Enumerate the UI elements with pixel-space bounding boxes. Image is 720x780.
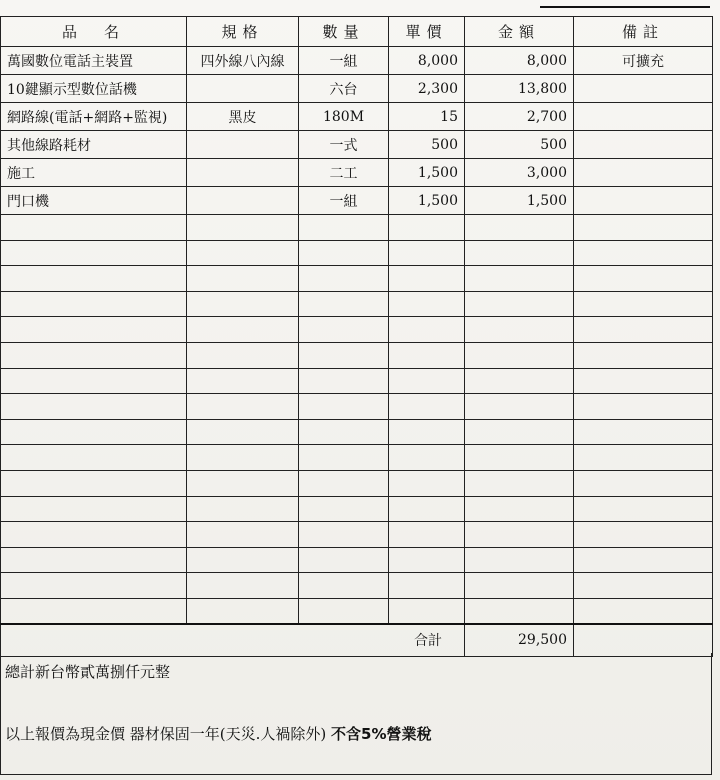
header-row bbox=[1, 17, 713, 47]
blank-spec bbox=[187, 368, 299, 394]
blank-name bbox=[1, 317, 187, 343]
table-row bbox=[1, 187, 713, 215]
terms-text: 以上報價為現金價 器材保固一年(天災.人禍除外) bbox=[5, 725, 332, 743]
total-row bbox=[1, 624, 713, 656]
item-price: 15 bbox=[389, 103, 465, 131]
item-note bbox=[574, 159, 713, 187]
blank-note bbox=[574, 522, 713, 548]
empty-row bbox=[1, 342, 713, 368]
blank-amount bbox=[465, 419, 574, 445]
blank-amount bbox=[465, 215, 574, 241]
item-price: 2,300 bbox=[389, 75, 465, 103]
item-spec bbox=[187, 159, 299, 187]
item-price: 1,500 bbox=[389, 187, 465, 215]
item-price: 1,500 bbox=[389, 159, 465, 187]
empty-row bbox=[1, 394, 713, 420]
top-rule bbox=[540, 0, 710, 8]
blank-qty bbox=[299, 547, 389, 573]
blank-note bbox=[574, 573, 713, 599]
item-note bbox=[574, 187, 713, 215]
blank-amount bbox=[465, 598, 574, 624]
item-qty: 二工 bbox=[299, 159, 389, 187]
header-qty: 數量 bbox=[299, 17, 389, 47]
item-amount: 3,000 bbox=[465, 159, 574, 187]
blank-qty bbox=[299, 445, 389, 471]
empty-row bbox=[1, 598, 713, 624]
table-row bbox=[1, 159, 713, 187]
blank-note bbox=[574, 547, 713, 573]
item-amount: 13,800 bbox=[465, 75, 574, 103]
blank-amount bbox=[465, 470, 574, 496]
total-amount: 29,500 bbox=[465, 624, 574, 656]
item-spec: 黑皮 bbox=[187, 103, 299, 131]
blank-amount bbox=[465, 317, 574, 343]
blank-spec bbox=[187, 573, 299, 599]
item-note bbox=[574, 103, 713, 131]
blank-price bbox=[389, 240, 465, 266]
blank-note bbox=[574, 342, 713, 368]
blank-name bbox=[1, 215, 187, 241]
item-qty: 一式 bbox=[299, 131, 389, 159]
blank-note bbox=[574, 266, 713, 292]
empty-row bbox=[1, 266, 713, 292]
item-name: 施工 bbox=[1, 159, 187, 187]
total-label: 合計 bbox=[1, 624, 465, 656]
header-price: 單價 bbox=[389, 17, 465, 47]
header-note: 備註 bbox=[574, 17, 713, 47]
item-spec bbox=[187, 187, 299, 215]
blank-price bbox=[389, 470, 465, 496]
blank-amount bbox=[465, 342, 574, 368]
blank-qty bbox=[299, 240, 389, 266]
blank-note bbox=[574, 496, 713, 522]
header-amount: 金額 bbox=[465, 17, 574, 47]
empty-row bbox=[1, 368, 713, 394]
blank-amount bbox=[465, 291, 574, 317]
item-qty: 一組 bbox=[299, 187, 389, 215]
item-amount: 1,500 bbox=[465, 187, 574, 215]
header-spec: 規格 bbox=[187, 17, 299, 47]
blank-name bbox=[1, 291, 187, 317]
blank-note bbox=[574, 215, 713, 241]
item-spec bbox=[187, 131, 299, 159]
empty-row bbox=[1, 496, 713, 522]
blank-price bbox=[389, 291, 465, 317]
tax-note: 不含5%營業稅 bbox=[331, 725, 432, 743]
blank-spec bbox=[187, 394, 299, 420]
blank-amount bbox=[465, 522, 574, 548]
empty-row bbox=[1, 317, 713, 343]
empty-row bbox=[1, 522, 713, 548]
blank-price bbox=[389, 317, 465, 343]
item-name: 其他線路耗材 bbox=[1, 131, 187, 159]
blank-note bbox=[574, 394, 713, 420]
blank-spec bbox=[187, 317, 299, 343]
item-price: 500 bbox=[389, 131, 465, 159]
item-note: 可擴充 bbox=[574, 47, 713, 75]
blank-name bbox=[1, 598, 187, 624]
item-qty: 180M bbox=[299, 103, 389, 131]
blank-qty bbox=[299, 470, 389, 496]
blank-note bbox=[574, 368, 713, 394]
blank-name bbox=[1, 240, 187, 266]
blank-amount bbox=[465, 573, 574, 599]
table-row bbox=[1, 131, 713, 159]
blank-price bbox=[389, 496, 465, 522]
blank-qty bbox=[299, 266, 389, 292]
blank-note bbox=[574, 240, 713, 266]
empty-row bbox=[1, 240, 713, 266]
empty-row bbox=[1, 291, 713, 317]
blank-spec bbox=[187, 547, 299, 573]
blank-qty bbox=[299, 291, 389, 317]
blank-amount bbox=[465, 547, 574, 573]
blank-qty bbox=[299, 394, 389, 420]
blank-spec bbox=[187, 522, 299, 548]
blank-spec bbox=[187, 419, 299, 445]
empty-row bbox=[1, 215, 713, 241]
blank-name bbox=[1, 496, 187, 522]
blank-qty bbox=[299, 317, 389, 343]
blank-name bbox=[1, 419, 187, 445]
blank-amount bbox=[465, 496, 574, 522]
blank-price bbox=[389, 394, 465, 420]
table-row bbox=[1, 75, 713, 103]
blank-name bbox=[1, 266, 187, 292]
summary-box bbox=[0, 653, 712, 775]
empty-row bbox=[1, 573, 713, 599]
blank-spec bbox=[187, 215, 299, 241]
terms-line bbox=[5, 723, 431, 744]
blank-price bbox=[389, 598, 465, 624]
item-name: 萬國數位電話主裝置 bbox=[1, 47, 187, 75]
blank-name bbox=[1, 445, 187, 471]
item-spec: 四外線八內線 bbox=[187, 47, 299, 75]
blank-spec bbox=[187, 470, 299, 496]
blank-qty bbox=[299, 419, 389, 445]
blank-spec bbox=[187, 266, 299, 292]
table-row bbox=[1, 103, 713, 131]
blank-name bbox=[1, 342, 187, 368]
blank-spec bbox=[187, 496, 299, 522]
item-note bbox=[574, 75, 713, 103]
item-amount: 2,700 bbox=[465, 103, 574, 131]
item-name: 網路線(電話+網路+監視) bbox=[1, 103, 187, 131]
blank-spec bbox=[187, 240, 299, 266]
blank-name bbox=[1, 470, 187, 496]
blank-name bbox=[1, 394, 187, 420]
blank-price bbox=[389, 547, 465, 573]
blank-spec bbox=[187, 291, 299, 317]
blank-price bbox=[389, 522, 465, 548]
item-qty: 六台 bbox=[299, 75, 389, 103]
blank-spec bbox=[187, 598, 299, 624]
empty-row bbox=[1, 445, 713, 471]
item-spec bbox=[187, 75, 299, 103]
empty-row bbox=[1, 419, 713, 445]
empty-row bbox=[1, 547, 713, 573]
blank-name bbox=[1, 368, 187, 394]
blank-amount bbox=[465, 394, 574, 420]
empty-row bbox=[1, 470, 713, 496]
blank-price bbox=[389, 445, 465, 471]
blank-amount bbox=[465, 240, 574, 266]
item-note bbox=[574, 131, 713, 159]
blank-qty bbox=[299, 342, 389, 368]
blank-spec bbox=[187, 445, 299, 471]
blank-amount bbox=[465, 368, 574, 394]
blank-price bbox=[389, 266, 465, 292]
blank-note bbox=[574, 419, 713, 445]
table-row bbox=[1, 47, 713, 75]
blank-spec bbox=[187, 342, 299, 368]
blank-qty bbox=[299, 598, 389, 624]
item-amount: 8,000 bbox=[465, 47, 574, 75]
blank-qty bbox=[299, 496, 389, 522]
blank-price bbox=[389, 419, 465, 445]
blank-amount bbox=[465, 266, 574, 292]
header-name: 品 名 bbox=[1, 17, 187, 47]
blank-note bbox=[574, 317, 713, 343]
blank-note bbox=[574, 470, 713, 496]
blank-name bbox=[1, 573, 187, 599]
blank-price bbox=[389, 342, 465, 368]
blank-note bbox=[574, 445, 713, 471]
blank-qty bbox=[299, 522, 389, 548]
blank-price bbox=[389, 573, 465, 599]
blank-name bbox=[1, 547, 187, 573]
blank-note bbox=[574, 291, 713, 317]
quotation-table bbox=[0, 16, 713, 657]
blank-price bbox=[389, 215, 465, 241]
blank-note bbox=[574, 598, 713, 624]
item-amount: 500 bbox=[465, 131, 574, 159]
blank-name bbox=[1, 522, 187, 548]
total-note-cell bbox=[574, 624, 713, 656]
blank-price bbox=[389, 368, 465, 394]
blank-qty bbox=[299, 215, 389, 241]
blank-qty bbox=[299, 573, 389, 599]
item-price: 8,000 bbox=[389, 47, 465, 75]
item-name: 10鍵顯示型數位話機 bbox=[1, 75, 187, 103]
item-qty: 一組 bbox=[299, 47, 389, 75]
blank-qty bbox=[299, 368, 389, 394]
blank-amount bbox=[465, 445, 574, 471]
grand-total-text: 總計新台幣貳萬捌仟元整 bbox=[5, 663, 171, 681]
item-name: 門口機 bbox=[1, 187, 187, 215]
